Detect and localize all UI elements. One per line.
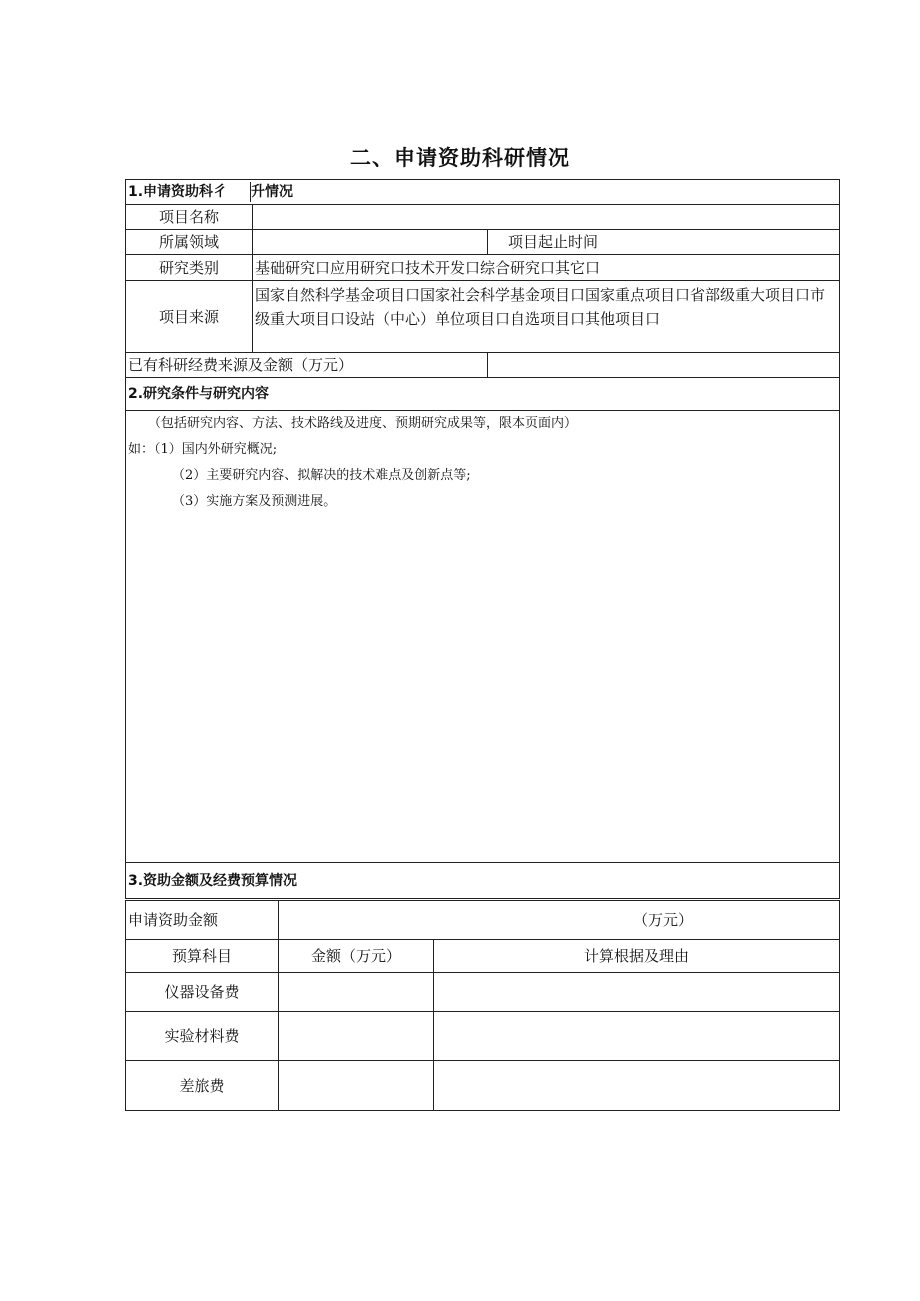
col-item-header: 预算科目 xyxy=(126,940,279,973)
budget-reason-input[interactable] xyxy=(434,1061,840,1111)
section1-header-part2: 升情况 xyxy=(251,184,293,200)
section2-header: 2.研究条件与研究内容 xyxy=(126,378,840,411)
table-row xyxy=(126,1012,840,1061)
content-note: （包括研究内容、方法、技术路线及进度、预期研究成果等，限本页面内） xyxy=(148,416,578,431)
period-label: 项目起止时间 xyxy=(508,233,599,251)
budget-reason-input[interactable] xyxy=(434,1012,840,1061)
col-reason-header: 计算根据及理由 xyxy=(434,940,840,973)
example-1: 如：（1）国内外研究概况; xyxy=(128,442,278,457)
project-info-table xyxy=(125,179,840,899)
table-row xyxy=(126,1061,840,1111)
project-name-label: 项目名称 xyxy=(126,205,253,230)
section1-header xyxy=(126,180,840,205)
period-cell[interactable] xyxy=(488,230,840,255)
source-label: 项目来源 xyxy=(126,281,253,353)
field-label: 所属领域 xyxy=(126,230,253,255)
example-3: （3）实施方案及预测进展。 xyxy=(172,494,337,509)
research-type-options[interactable]: 基础研究口应用研究口技术开发口综合研究口其它口 xyxy=(253,255,840,281)
table-row xyxy=(126,973,840,1012)
budget-amount-input[interactable] xyxy=(279,1012,434,1061)
research-content-area[interactable] xyxy=(126,411,840,863)
budget-amount-input[interactable] xyxy=(279,973,434,1012)
amount-unit: （万元） xyxy=(633,911,694,929)
field-input[interactable] xyxy=(253,230,488,255)
project-name-input[interactable] xyxy=(253,205,840,230)
budget-amount-input[interactable] xyxy=(279,1061,434,1111)
page-title: 二、申请资助科研情况 xyxy=(350,146,570,170)
budget-item-label: 实验材料费 xyxy=(126,1012,279,1061)
amount-input[interactable] xyxy=(279,901,840,940)
col-amount-header: 金额（万元） xyxy=(279,940,434,973)
example-2: （2）主要研究内容、拟解决的技术难点及创新点等; xyxy=(172,468,471,483)
existing-funds-input[interactable] xyxy=(488,353,840,378)
research-type-label: 研究类别 xyxy=(126,255,253,281)
budget-item-label: 仪器设备费 xyxy=(126,973,279,1012)
budget-reason-input[interactable] xyxy=(434,973,840,1012)
amount-label: 申请资助金额 xyxy=(126,901,279,940)
section3-header: 3.资助金额及经费预算情况 xyxy=(126,863,840,899)
budget-item-label: 差旅费 xyxy=(126,1061,279,1111)
existing-funds-label: 已有科研经费来源及金额（万元） xyxy=(126,353,488,378)
budget-table xyxy=(125,900,840,1111)
source-options[interactable]: 国家自然科学基金项目口国家社会科学基金项目口国家重点项目口省部级重大项目口市级重大项目口设站（中心）单位项目口自选项目口其他项目口 xyxy=(253,281,840,353)
section1-header-part1: 1.申请资助科彳 xyxy=(128,182,251,202)
